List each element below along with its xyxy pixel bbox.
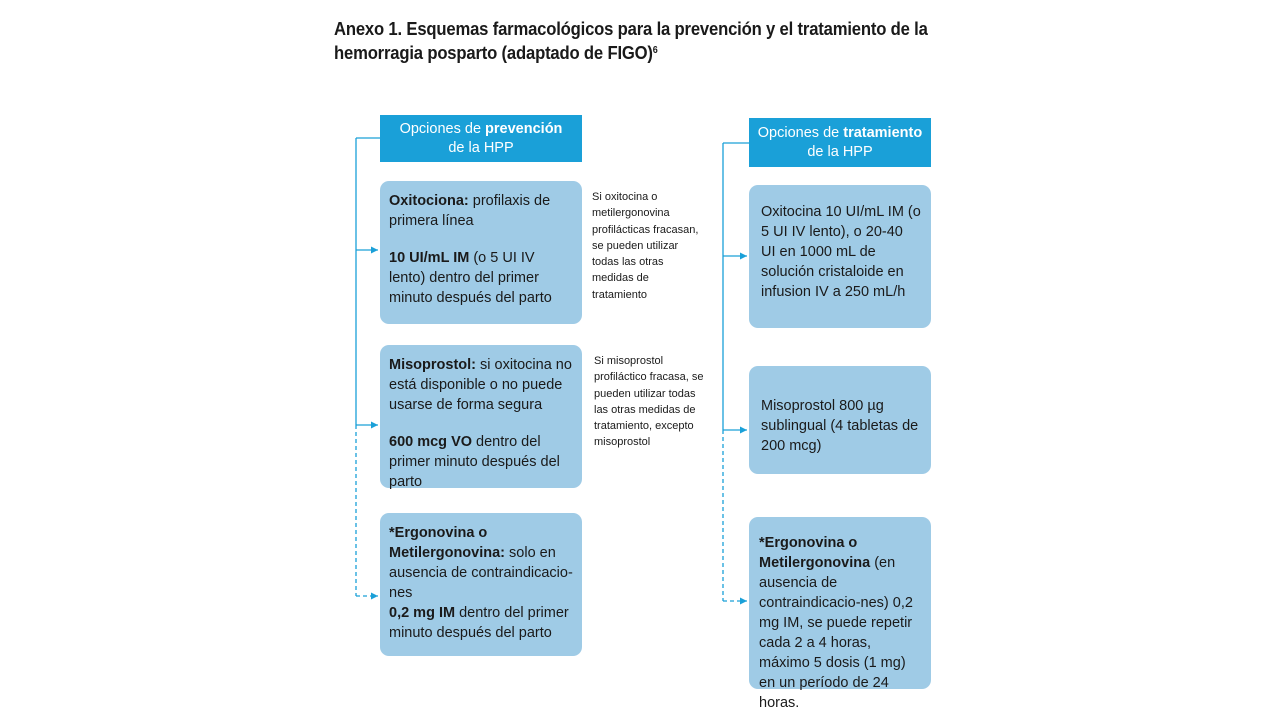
prevention-oxitocina-box xyxy=(380,181,582,324)
treatment-header-bold: tratamiento xyxy=(843,124,923,141)
prevention-oxitocina-indication xyxy=(389,191,573,231)
prevention-ergonovina-desc: solo en ausencia de contraindicacio-nes xyxy=(389,545,573,601)
treatment-header-line-1 xyxy=(749,124,931,143)
treatment-header-pre: Opciones de xyxy=(757,124,844,141)
prevention-oxitocina-dose-desc: (o 5 UI IV lento) dentro del primer minuto después del parto xyxy=(389,250,552,306)
prevention-misoprostol-dosing xyxy=(389,432,573,492)
treatment-oxitocina-box xyxy=(749,185,931,328)
prevention-misoprostol-dose-desc: dentro del primer minuto después del parto xyxy=(389,434,560,490)
prevention-misoprostol-dose: 600 mcg VO xyxy=(389,434,473,450)
prevention-header-line-1 xyxy=(380,120,582,139)
prevention-header-line-2: de la HPP xyxy=(448,139,514,156)
treatment-header xyxy=(749,118,931,167)
treatment-misoprostol-text: Misoprostol 800 µg sublingual (4 tabletas de 200 mcg) xyxy=(761,398,919,454)
prevention-ergonovina-dosing xyxy=(389,603,573,643)
prevention-oxitocina-desc: profilaxis de primera línea xyxy=(389,193,551,229)
prevention-header xyxy=(380,115,582,162)
treatment-misoprostol-box xyxy=(749,366,931,474)
treatment-ergonovina-drug: *Ergonovina o Metilergonovina xyxy=(759,535,871,571)
prevention-ergonovina-box xyxy=(380,513,582,656)
prevention-oxitocina-dose: 10 UI/mL IM xyxy=(389,250,470,266)
treatment-oxitocina-text: Oxitocina 10 UI/mL IM (o 5 UI IV lento), o 20-40 UI en 1000 mL de solución cristaloide en infusion IV a 250 mL/h xyxy=(761,204,921,300)
prevention-misoprostol-drug: Misoprostol: xyxy=(389,357,476,373)
prevention-note-oxitocina: Si oxitocina o metilergonovina profilácticas fracasan, se pueden utilizar todas las otras medidas de tratamiento xyxy=(592,191,699,301)
treatment-ergonovina-text xyxy=(759,533,921,713)
prevention-header-pre: Opciones de xyxy=(399,120,486,137)
prevention-ergonovina-dose-desc: dentro del primer minuto después del parto xyxy=(389,605,569,641)
title-line-1: Anexo 1. Esquemas farmacológicos para la prevención y el tratamiento de la xyxy=(334,18,928,39)
prevention-oxitocina-drug: Oxitociona: xyxy=(389,193,469,209)
prevention-ergonovina-dose: 0,2 mg IM xyxy=(389,605,456,621)
title-line-2-text: hemorragia posparto (adaptado de FIGO) xyxy=(334,42,653,63)
prevention-ergonovina-indication xyxy=(389,523,573,603)
prevention-oxitocina-dosing xyxy=(389,248,573,308)
prevention-misoprostol-box xyxy=(380,345,582,488)
prevention-note-misoprostol: Si misoprostol profiláctico fracasa, se pueden utilizar todas las otras medidas de tratamiento, excepto misoprostol xyxy=(594,355,704,449)
prevention-misoprostol-indication xyxy=(389,355,573,415)
prevention-misoprostol-desc: si oxitocina no está disponible o no puede usarse de forma segura xyxy=(389,357,572,413)
prevention-ergonovina-drug: *Ergonovina o Metilergonovina: xyxy=(389,525,506,561)
treatment-ergonovina-desc: (en ausencia de contraindicacio-nes) 0,2 mg IM, se puede repetir cada 2 a 4 horas, máximo 5 dosis (1 mg) en un período de 24 horas. xyxy=(759,555,913,711)
title-footnote: 6 xyxy=(652,45,658,56)
treatment-header-line-2: de la HPP xyxy=(807,143,873,160)
prevention-header-bold: prevención xyxy=(485,120,563,137)
treatment-ergonovina-box xyxy=(749,517,931,711)
